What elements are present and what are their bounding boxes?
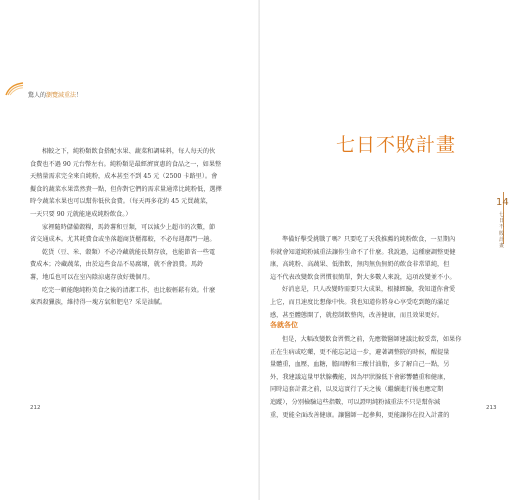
body-line: 時令蔬菜水果也可以幫你低伙食費。（每天再多花約 45 元買蔬菜，: [30, 198, 212, 206]
body-line: 一天只要 90 元就能達成純粉飲食。）: [30, 210, 132, 218]
left-page: [0, 0, 259, 500]
chapter-intro-text: [270, 234, 485, 322]
body-line: 相較之下，純粉類飲食搭配水果、蔬菜和調味料，每人每天的伙: [42, 148, 216, 155]
body-line: 同時這套計畫之前，以及這實行了天之後（繼續進行後也應定期: [270, 386, 444, 394]
chapter-title: 七日不敗計畫: [336, 134, 457, 156]
header-swoosh-logo: [4, 82, 24, 96]
body-line: 費成本；冷藏蔬菜，由於這些食品不易腐壞，就不會浪費。馬鈴: [30, 261, 204, 269]
body-line: 吃完一頓能飽純粉美食之後的清潔工作，也比較輕鬆有效。什麼: [42, 286, 216, 294]
header-highlight: 瀏覽減重法: [46, 92, 77, 99]
body-line: 上它，而且速度比想像中快。我也知道你將身心享受吃到飽的滿足: [270, 298, 450, 306]
body-line: 家裡隨時儲備穀糧，馬鈴薯和豆類，可以減少上超市的次數，節: [42, 223, 216, 231]
body-line: 你就會知道純粉減重法讓你生命不了什麼。我說過，這種麼調整更健: [270, 248, 456, 256]
section-body-text: [270, 334, 485, 422]
body-line: 東西殺獵族，維持得一塊方氣和肥皂？采是油膩。: [30, 299, 167, 307]
left-body-text: [30, 146, 242, 310]
running-header: [28, 90, 82, 99]
body-line: 薯，地瓜也可以在室內陰涼處存放好幾個月。: [30, 273, 154, 281]
body-line: 天熱量需求完全來自純粉，成本甚至不到 45 元（2500 卡路里）。會: [30, 173, 218, 181]
chapter-number: 14: [496, 197, 509, 208]
header-prefix: 驚人的: [28, 92, 47, 99]
body-line: 感，甚至體態開了，就控制飲整肉，改善健康，而且效果更好。: [270, 311, 444, 319]
body-line: 準備好擊受挑戰了嗎？只要吃了天我推薦的純粉飲食，一星期內: [282, 236, 456, 243]
chapter-side-label: 七日不敗計畫: [499, 212, 505, 250]
page-number-right: 213: [486, 405, 497, 411]
body-line: 正在生病或吃藥，更不能忘記這一步，避著調整院的時候，醒提量: [270, 348, 450, 356]
body-line: 追蹤），分別檢驗這些指數，可以證明純粉減重法不只是幫你減: [270, 398, 441, 406]
header-suffix: ！: [76, 92, 83, 99]
body-line: 但是，大幅改變飲食習慣之前，先應徵醫師建議比較妥當，如果你: [282, 336, 462, 343]
body-line: 這不代表改變飲食習慣很簡單，對大多數人來說，這項改變並不小。: [270, 273, 456, 281]
body-line: 食費也不過 90 元台幣左右。純粉類是最經濟實惠的食品之一，如果整: [30, 160, 222, 168]
body-line: 量體重，血壓，血糖，膽固醇和三酸甘油脂，多了解自己一點，另: [270, 361, 450, 369]
section-heading: 各就各位: [270, 321, 298, 329]
right-page: [260, 0, 520, 500]
body-line: 乾貨（豆、米、穀類）不必冷藏就能長期存放，也能節省一些電: [42, 248, 216, 256]
body-line: 重，更能全面改善健康。讓醫師一起參與，更能讓你在投入計畫的: [270, 411, 450, 419]
body-line: 擬食的蔬菜水果當然貴一點，但你對它們的需求量通常比純粉低，選擇: [30, 185, 222, 193]
body-line: 康，高純粉、高蔬果、低脂飲，無肉無魚無奶的飲食非常單純，但: [270, 261, 450, 269]
body-line: 好消息是，只人改變時需要只大成果，根據經驗，我知道你會愛: [282, 286, 456, 294]
body-line: 省交通成本。尤其耗費食或坐落超商貨櫃都較，不必每週都門一趟。: [30, 236, 216, 244]
body-line: 外，我建議這量甲狀腺機能，因為甲狀腺低下會影響體重和健康，: [270, 373, 450, 381]
page-number-left: 212: [30, 405, 41, 411]
